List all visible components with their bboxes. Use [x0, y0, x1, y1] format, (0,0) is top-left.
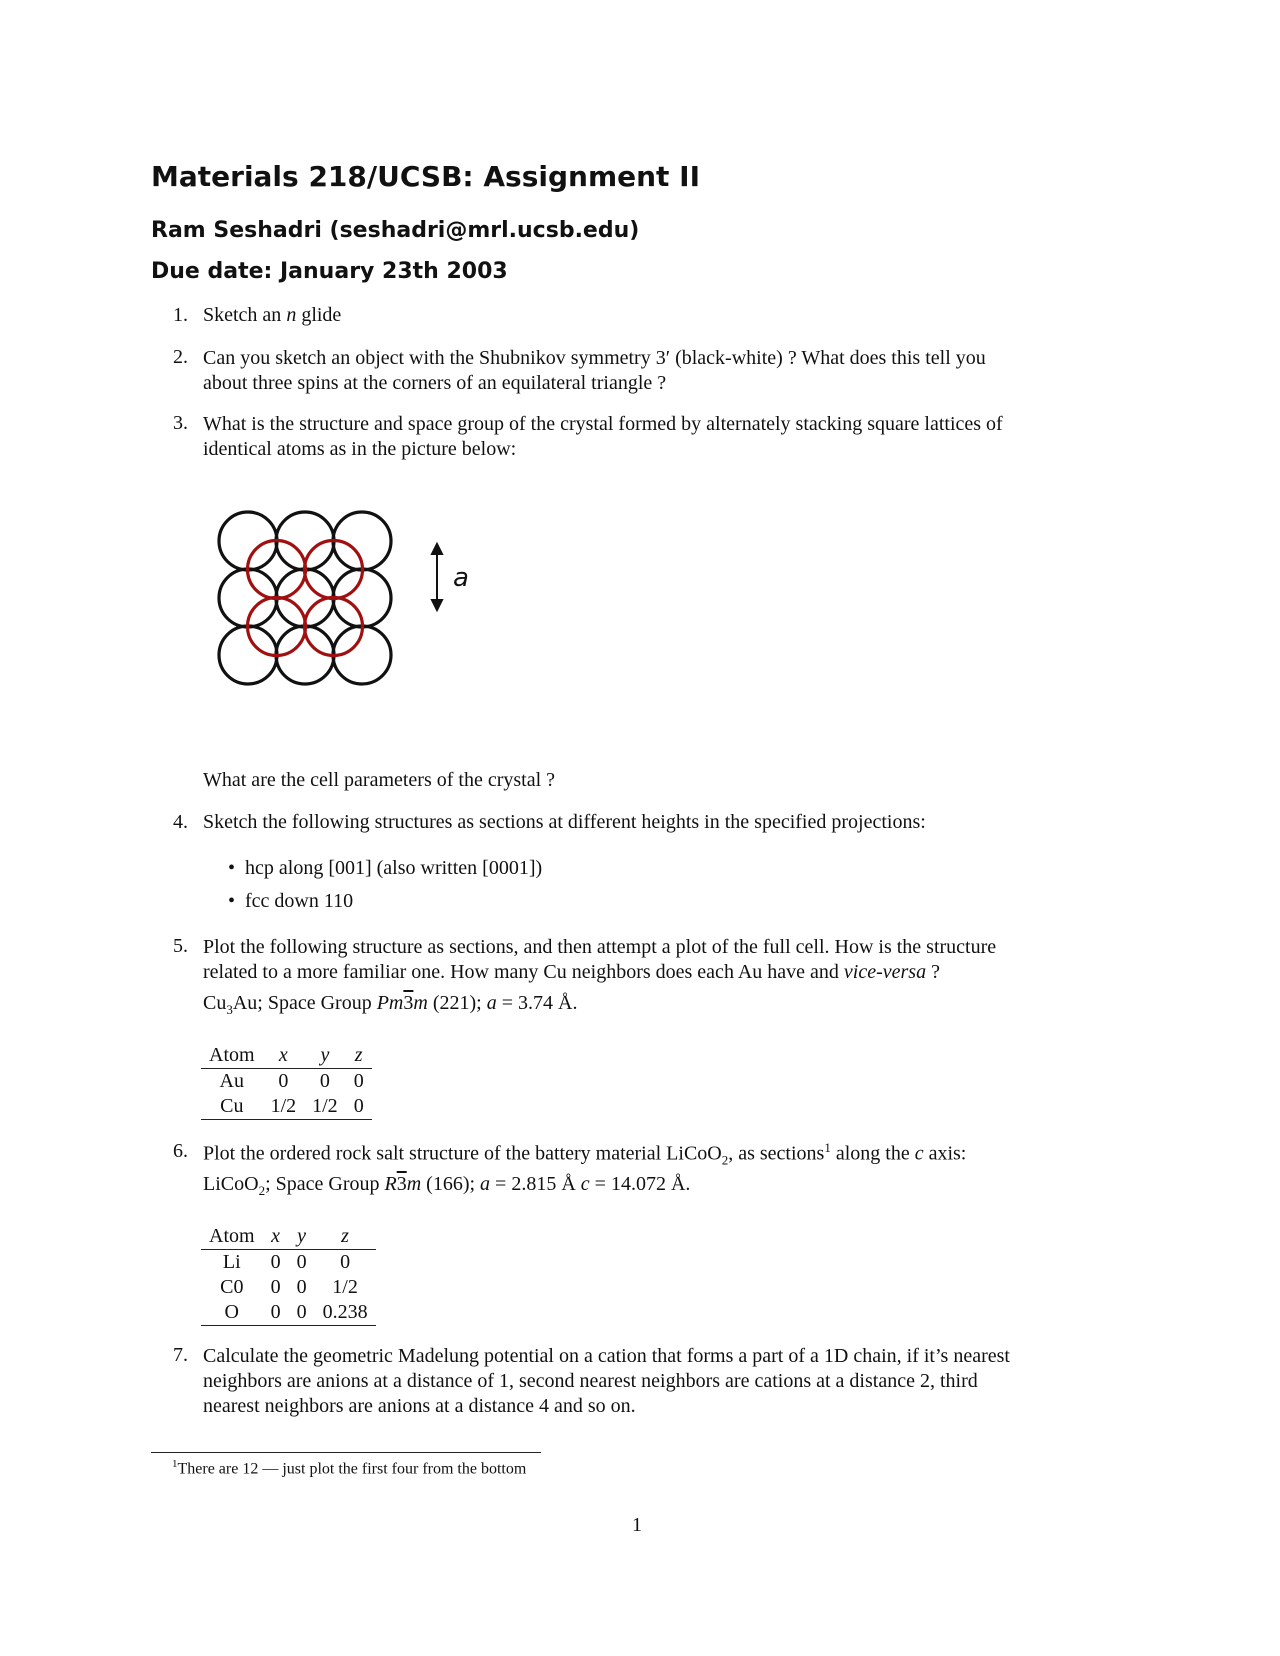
question-2-number: 2.: [173, 346, 188, 368]
question-6-number: 6.: [173, 1140, 188, 1162]
table-row: Li 0 0 0: [222, 1251, 351, 1273]
author-line: Ram Seshadri (seshadri@mrl.ucsb.edu): [151, 218, 640, 243]
footnote-rule: [151, 1452, 541, 1453]
question-6-formula: LiCoO$_2$; Space Group R3m (166); a = 2.815 Å c = 14.072 Å.: [203, 1173, 691, 1198]
question-3-number: 3.: [173, 412, 188, 434]
question-4-text: Sketch the following structures as sections at different heights in the specified projections:: [203, 811, 926, 833]
page-number: 1: [632, 1514, 642, 1536]
square-lattice-figure: [215, 508, 495, 708]
table-row: Cu 1/2 1/2 0: [201, 1094, 372, 1120]
question-2-text: Can you sketch an object with the Shubnikov symmetry 3′ (black-white) ? What does this tell you about three spins at the corners of an equilateral triangle ?: [203, 347, 986, 394]
question-5-formula: $Cu_3Au$; Space Group Pm3m (221); a = 3.74 Å.: [203, 992, 578, 1017]
footnote: $^1$There are 12 — just plot the first four from the bottom: [172, 1458, 527, 1478]
question-7-number: 7.: [173, 1344, 188, 1366]
lattice-parameter-arrow: [432, 544, 442, 610]
question-3-followup: What are the cell parameters of the crystal ?: [203, 769, 556, 791]
question-1-text: Sketch an n glide: [203, 304, 342, 326]
lattice-parameter-label: a: [453, 563, 469, 593]
table-row: C0 0 0 1/2: [220, 1276, 358, 1298]
question-5-text: Plot the following structure as sections, and then attempt a plot of the full cell. How is the structure related to a more familiar one. How many Cu neighbors does each Au have and vice-versa ?: [203, 936, 997, 983]
question-3-text: What is the structure and space group of the crystal formed by alternately stacking square lattices of identical atoms as in the picture below:: [203, 413, 1003, 460]
question-6-text: Plot the ordered rock salt structure of the battery material LiCoO$_2$, as sections$^1$ along the c axis:: [203, 1140, 967, 1168]
bullet-hcp: • hcp along [001] (also written [0001]): [228, 857, 543, 879]
due-date: Due date: January 23th 2003: [151, 259, 508, 284]
licoo2-atom-table: Atom x y z Li 0 0 0 C0 0 0 1/2 O 0 0 0.238: [201, 1224, 376, 1326]
bullet-fcc: • fcc down 110: [228, 890, 354, 912]
table-row: Au 0 0 0: [219, 1070, 364, 1092]
question-4-number: 4.: [173, 811, 188, 833]
cu3au-atom-table: Atom x y z Au 0 0 0 Cu 1/2 1/2 0: [201, 1043, 372, 1120]
table-row: O 0 0 0.238: [201, 1300, 376, 1326]
question-7-text: Calculate the geometric Madelung potential on a cation that forms a part of a 1D chain, if it’s nearest neighbors are anions at a distance of 1, second nearest neighbors are cations at a distance 2, third nearest neighbors are anions at a distance 4 and so on.: [203, 1345, 1010, 1417]
question-1-number: 1.: [173, 304, 188, 326]
question-5-number: 5.: [173, 935, 188, 957]
document-title: Materials 218/UCSB: Assignment II: [151, 160, 701, 193]
